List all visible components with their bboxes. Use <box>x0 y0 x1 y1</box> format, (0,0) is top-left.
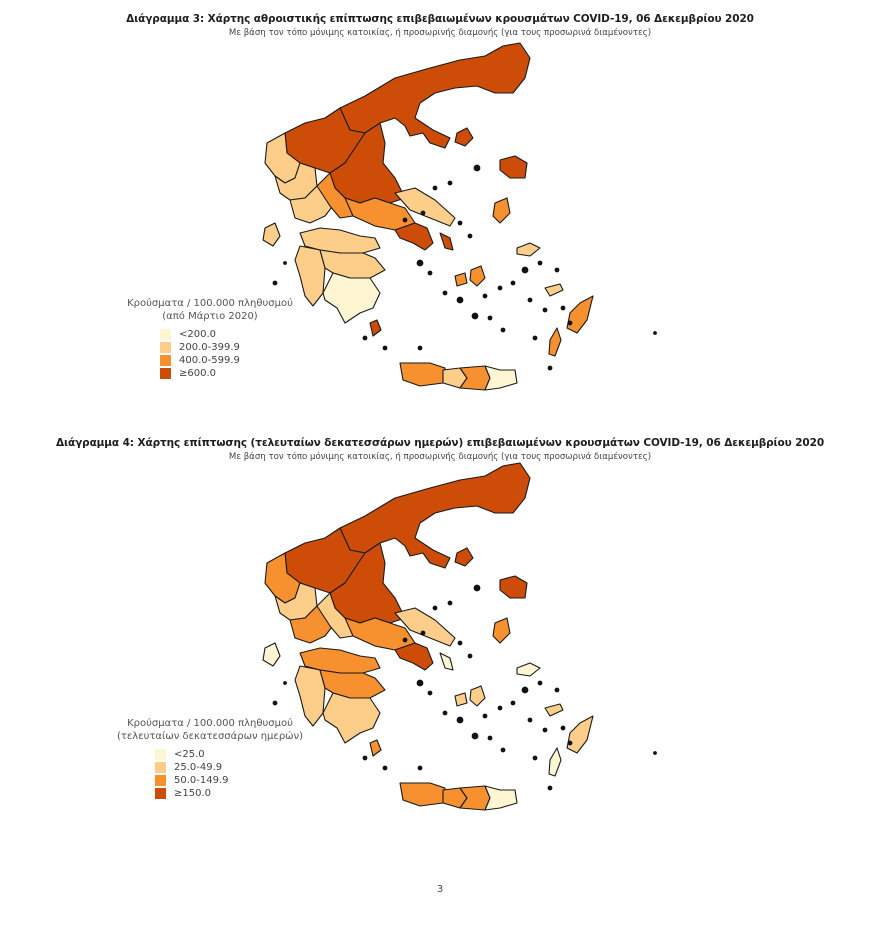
figure4-subtitle: Με βάση τον τόπο μόνιμης κατοικίας, ή προσωρινής διαμονής (για τους προσωρινά διαμένοντες) <box>228 452 652 462</box>
small-island <box>555 268 559 272</box>
region-rhodes <box>567 296 593 333</box>
legend-item <box>160 328 310 341</box>
region-crete-east <box>485 786 517 810</box>
legend-item <box>155 787 315 800</box>
small-island <box>418 766 422 770</box>
legend-item <box>155 761 315 774</box>
region-laconia <box>323 273 380 323</box>
region-ionian-islands <box>263 643 280 666</box>
small-island <box>472 733 478 739</box>
region-cyclades-naxos <box>470 686 485 706</box>
small-island <box>428 691 432 695</box>
small-island <box>458 641 462 645</box>
small-island <box>533 756 537 760</box>
small-island <box>528 718 532 722</box>
region-laconia <box>323 693 380 743</box>
small-island <box>483 714 487 718</box>
figure4-title: Διάγραμμα 4: Χάρτης επίπτωσης (τελευταίων δεκατεσσάρων ημερών) επιβεβαιωμένων κρουσμάτων COVID-19, 06 Δεκεμβρίου 2020 <box>55 437 825 449</box>
small-island <box>538 261 542 265</box>
small-island <box>443 711 447 715</box>
small-island <box>421 211 425 215</box>
legend-swatch <box>155 749 166 760</box>
small-island <box>383 766 387 770</box>
legend-swatch <box>160 329 171 340</box>
small-island <box>284 682 287 685</box>
small-island <box>654 752 657 755</box>
legend-item <box>155 748 315 761</box>
figure3-map <box>245 38 685 413</box>
region-crete-east <box>485 366 517 390</box>
legend-label: <200.0 <box>179 329 217 340</box>
small-island <box>363 336 367 340</box>
legend-swatch <box>155 762 166 773</box>
small-island <box>418 346 422 350</box>
region-andros <box>440 653 453 670</box>
region-crete-west <box>400 783 445 806</box>
region-chios <box>493 618 510 643</box>
figure3-subtitle: Με βάση τον τόπο μόνιμης κατοικίας, ή προσωρινής διαμονής (για τους προσωρινά διαμένοντες) <box>228 28 652 38</box>
small-island <box>403 218 407 222</box>
small-island <box>498 706 502 710</box>
legend-item <box>155 774 315 787</box>
small-island <box>421 631 425 635</box>
small-island <box>511 281 515 285</box>
small-island <box>383 346 387 350</box>
small-island <box>561 306 565 310</box>
small-island <box>443 291 447 295</box>
legend-items <box>110 328 310 380</box>
region-crete-west <box>400 363 445 386</box>
legend-title: Κρούσματα / 100.000 πληθυσμού <box>127 298 293 309</box>
small-island <box>403 638 407 642</box>
small-island <box>458 221 462 225</box>
region-cyclades-naxos <box>470 266 485 286</box>
legend-swatch <box>160 368 171 379</box>
small-island <box>654 332 657 335</box>
region-cyclades-paros <box>455 693 467 706</box>
small-island <box>501 748 505 752</box>
figure3-legend <box>110 297 310 380</box>
small-island <box>433 606 437 610</box>
small-island <box>284 262 287 265</box>
region-kythira <box>370 320 381 336</box>
legend-swatch <box>155 788 166 799</box>
small-island <box>433 186 437 190</box>
legend-swatch <box>155 775 166 786</box>
small-island <box>528 298 532 302</box>
region-lesvos <box>500 156 527 178</box>
small-island <box>522 687 528 693</box>
small-island <box>457 297 463 303</box>
small-island <box>488 736 492 740</box>
small-island <box>488 316 492 320</box>
region-karpathos <box>549 748 561 776</box>
legend-item <box>160 367 310 380</box>
legend-label: 200.0-399.9 <box>179 342 240 353</box>
legend-item <box>160 354 310 367</box>
region-samos <box>517 243 540 256</box>
small-island <box>457 717 463 723</box>
region-kos <box>545 704 563 716</box>
legend-label: ≥600.0 <box>179 368 217 379</box>
legend-swatch <box>160 342 171 353</box>
region-peloponnese-center <box>320 670 385 698</box>
region-ionian-islands <box>263 223 280 246</box>
region-lemnos <box>455 548 473 566</box>
small-island <box>428 271 432 275</box>
small-island <box>501 328 505 332</box>
region-rhodes <box>567 716 593 753</box>
legend-swatch <box>160 355 171 366</box>
region-kythira <box>370 740 381 756</box>
small-island <box>468 654 472 658</box>
small-island <box>498 286 502 290</box>
small-island <box>468 234 472 238</box>
page-number: 3 <box>436 884 444 895</box>
small-island <box>417 260 423 266</box>
legend-title: Κρούσματα / 100.000 πληθυσμού <box>127 718 293 729</box>
small-island <box>548 786 552 790</box>
figure3-title: Διάγραμμα 3: Χάρτης αθροιστικής επίπτωσης επιβεβαιωμένων κρουσμάτων COVID-19, 06 Δεκεμβρίου 2020 <box>126 13 754 25</box>
small-island <box>561 726 565 730</box>
region-samos <box>517 663 540 676</box>
small-island <box>568 741 572 745</box>
small-island <box>568 321 572 325</box>
legend-label: 50.0-149.9 <box>174 775 229 786</box>
small-island <box>483 294 487 298</box>
small-island <box>474 585 480 591</box>
small-island <box>543 308 547 312</box>
small-island <box>548 366 552 370</box>
legend-label: <25.0 <box>174 749 205 760</box>
region-lemnos <box>455 128 473 146</box>
small-island <box>363 756 367 760</box>
small-island <box>533 336 537 340</box>
small-island <box>538 681 542 685</box>
legend-item <box>160 341 310 354</box>
region-andros <box>440 233 453 250</box>
small-island <box>273 281 277 285</box>
region-peloponnese-center <box>320 250 385 278</box>
legend-label: ≥150.0 <box>174 788 212 799</box>
small-island <box>555 688 559 692</box>
small-island <box>273 701 277 705</box>
legend-items <box>105 748 315 800</box>
region-kos <box>545 284 563 296</box>
region-cyclades-paros <box>455 273 467 286</box>
small-island <box>448 601 452 605</box>
region-lesvos <box>500 576 527 598</box>
small-island <box>448 181 452 185</box>
small-island <box>417 680 423 686</box>
small-island <box>472 313 478 319</box>
small-island <box>543 728 547 732</box>
legend-label: 25.0-49.9 <box>174 762 223 773</box>
legend-label: 400.0-599.9 <box>179 355 240 366</box>
figure4-legend <box>105 717 315 800</box>
legend-subtitle: (τελευταίων δεκατεσσάρων ημερών) <box>116 731 304 742</box>
small-island <box>511 701 515 705</box>
region-chios <box>493 198 510 223</box>
small-island <box>522 267 528 273</box>
region-karpathos <box>549 328 561 356</box>
small-island <box>474 165 480 171</box>
legend-subtitle: (από Μάρτιο 2020) <box>162 311 258 322</box>
